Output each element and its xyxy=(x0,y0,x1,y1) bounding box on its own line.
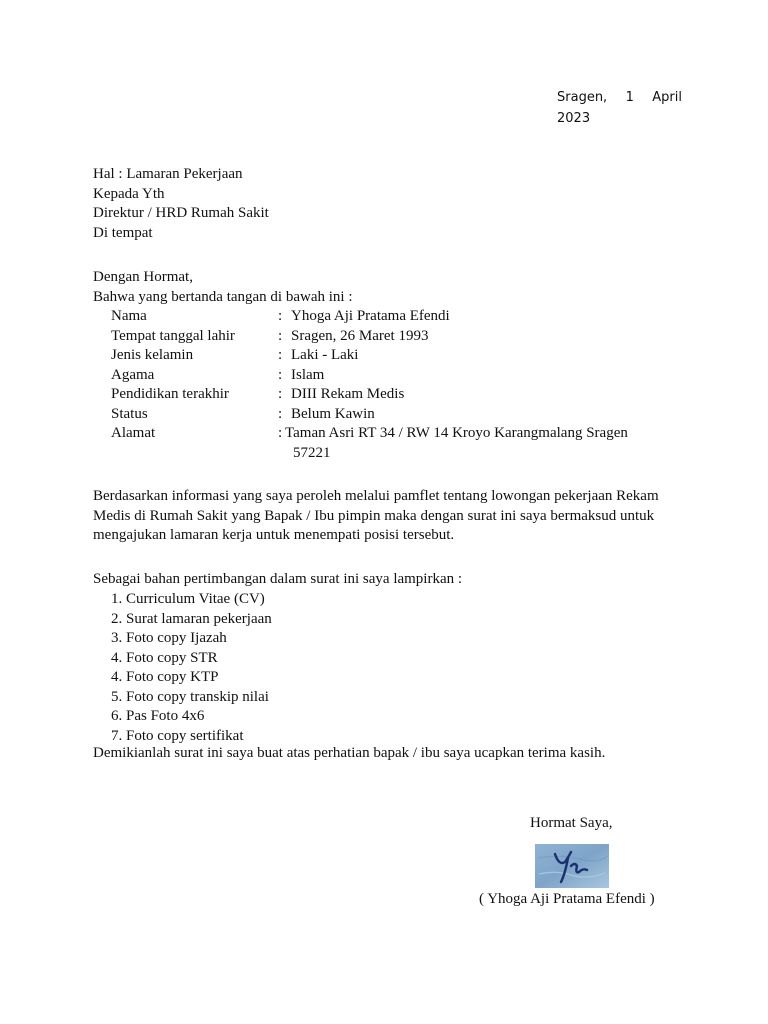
bio-value: Belum Kawin xyxy=(291,405,375,422)
bio-row-nama xyxy=(111,307,691,327)
subject-line: Hal : Lamaran Pekerjaan xyxy=(93,166,243,182)
attachment-item: 3. Foto copy Ijazah xyxy=(111,630,227,646)
bio-label: Tempat tanggal lahir xyxy=(111,327,235,344)
attachments-intro: Sebagai bahan pertimbangan dalam surat ini saya lampirkan : xyxy=(93,571,463,587)
paragraph-line: mengajukan lamaran kerja untuk menempati posisi tersebut. xyxy=(93,527,455,543)
addressee-label: Kepada Yth xyxy=(93,185,165,202)
intro-line: Bahwa yang bertanda tangan di bawah ini : xyxy=(93,288,353,305)
bio-row-alamat xyxy=(111,424,691,463)
paragraph-line: Berdasarkan informasi yang saya peroleh melalui pamflet tentang lowongan pekerjaan Rekam xyxy=(93,488,659,504)
bio-label: Pendidikan terakhir xyxy=(111,386,229,402)
letter-date xyxy=(557,87,682,129)
bio-colon: : xyxy=(278,366,283,383)
signer-name: ( Yhoga Aji Pratama Efendi ) xyxy=(479,891,655,907)
bio-row-pendidikan xyxy=(111,385,691,405)
bio-colon: : xyxy=(278,327,283,344)
bio-colon: : xyxy=(278,405,283,422)
attachment-item: 5. Foto copy transkip nilai xyxy=(111,688,269,705)
closing-line: Demikianlah surat ini saya buat atas perhatian bapak / ibu saya ucapkan terima kasih. xyxy=(93,745,606,761)
attachments-list xyxy=(111,590,611,746)
recipient: Direktur / HRD Rumah Sakit xyxy=(93,205,269,221)
recipient-place: Di tempat xyxy=(93,224,153,241)
attachment-item: 4. Foto copy STR xyxy=(111,649,218,666)
subject-block xyxy=(93,165,693,243)
address-postcode: 57221 xyxy=(293,444,331,461)
bio-value: Islam xyxy=(291,366,325,383)
bio-value: DIII Rekam Medis xyxy=(291,386,405,402)
salutation: Dengan Hormat, xyxy=(93,269,193,285)
bio-label: Alamat xyxy=(111,425,156,441)
attachment-item: 6. Pas Foto 4x6 xyxy=(111,708,205,724)
body-paragraph xyxy=(93,487,693,546)
bio-value: Yhoga Aji Pratama Efendi xyxy=(291,308,450,324)
signature-image xyxy=(535,844,609,888)
attachment-item: 7. Foto copy sertifikat xyxy=(111,727,244,744)
bio-colon: : xyxy=(278,347,283,363)
bio-label: Status xyxy=(111,405,148,422)
bio-label: Nama xyxy=(111,308,147,324)
bio-value xyxy=(285,424,691,463)
bio-colon: : xyxy=(278,308,283,324)
attachment-item: 4. Foto copy KTP xyxy=(111,669,219,685)
bio-colon: : xyxy=(278,386,283,402)
date-day: 1 xyxy=(625,90,634,105)
bio-row-jenis-kelamin xyxy=(111,346,691,366)
greeting-block xyxy=(93,268,693,307)
bio-row-status xyxy=(111,405,691,425)
paragraph-line: Medis di Rumah Sakit yang Bapak / Ibu pimpin maka dengan surat ini saya bermaksud untuk xyxy=(93,507,655,524)
bio-value: Sragen, 26 Maret 1993 xyxy=(291,327,429,344)
date-city: Sragen, xyxy=(557,90,608,105)
bio-table xyxy=(111,307,691,463)
bio-row-ttl xyxy=(111,327,691,347)
bio-label: Agama xyxy=(111,366,155,383)
date-year: 2023 xyxy=(557,111,591,126)
attachment-item: 2. Surat lamaran pekerjaan xyxy=(111,610,272,627)
sign-off: Hormat Saya, xyxy=(530,815,613,831)
date-month: April xyxy=(652,90,682,105)
bio-value: Laki - Laki xyxy=(291,347,359,363)
bio-colon: : xyxy=(278,425,283,441)
attachment-item: 1. Curriculum Vitae (CV) xyxy=(111,591,265,607)
bio-row-agama xyxy=(111,366,691,386)
address-line: Taman Asri RT 34 / RW 14 Kroyo Karangmalang Sragen xyxy=(285,425,628,441)
bio-label: Jenis kelamin xyxy=(111,347,194,363)
